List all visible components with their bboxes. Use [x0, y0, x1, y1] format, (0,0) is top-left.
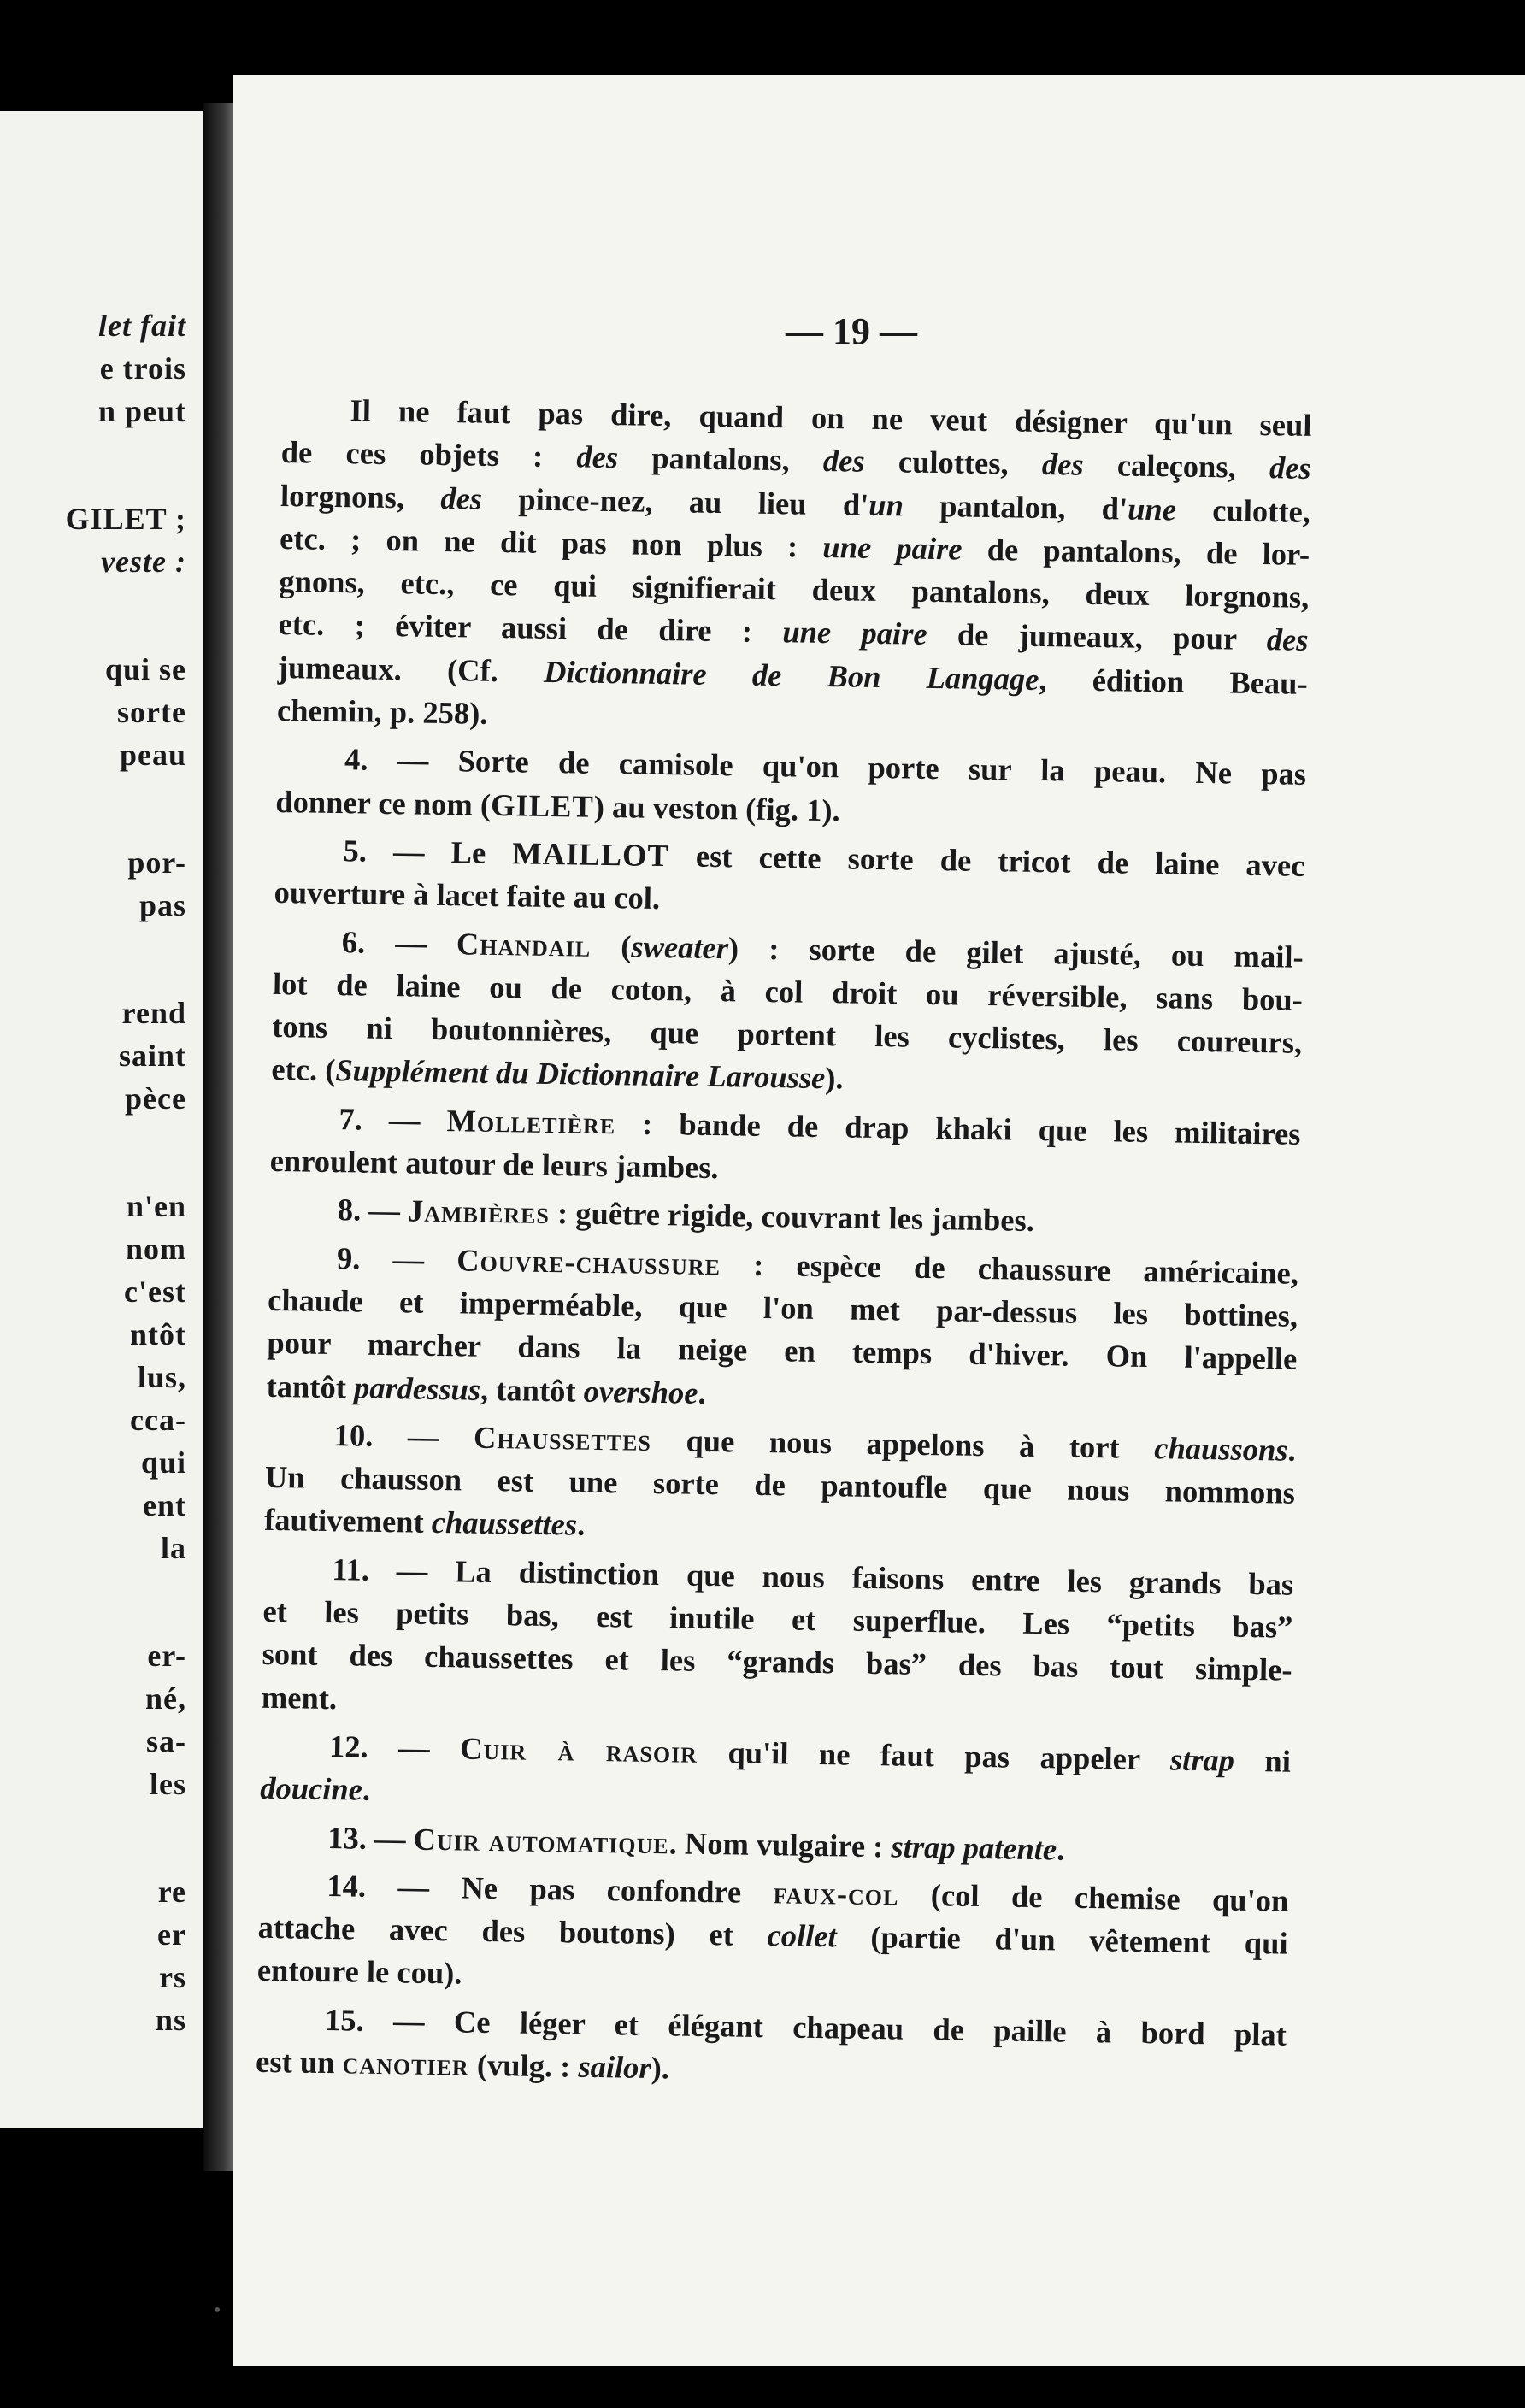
- text-run: enroulent autour de leurs jambes.: [269, 1142, 719, 1186]
- text-run: 14. — Ne pas confondre: [327, 1867, 774, 1911]
- italic-text: pardessus: [353, 1369, 481, 1407]
- left-page-line: peau: [119, 738, 186, 772]
- small-caps-term: Chaussettes: [473, 1419, 652, 1457]
- text-run: pantalons,: [617, 439, 824, 479]
- text-run: fautivement: [263, 1502, 433, 1540]
- small-caps-term: Jambières: [407, 1192, 551, 1231]
- italic-text: des: [1041, 446, 1084, 483]
- text-run: (vulg. :: [468, 2046, 579, 2084]
- text-run: culottes,: [864, 444, 1043, 482]
- italic-text: des: [1266, 621, 1309, 658]
- small-caps-term: Couvre-chaussure: [456, 1241, 721, 1281]
- left-page-line: ntôt: [130, 1317, 186, 1351]
- left-page-line: qui se: [104, 652, 186, 686]
- small-caps-term: canotier: [342, 2045, 470, 2082]
- text-run: 4. — Sorte de camisole qu'on porte sur la peau. Ne pas: [344, 741, 1307, 792]
- small-caps-term: Molletière: [446, 1102, 616, 1140]
- italic-text: doucine: [259, 1770, 363, 1807]
- text-run: 8. —: [337, 1192, 409, 1228]
- text-run: jumeaux. (Cf.: [277, 649, 545, 689]
- text-run: . Nom vulgaire :: [668, 1824, 892, 1863]
- small-caps-term: Cuir à rasoir: [459, 1730, 698, 1769]
- text-run: .: [698, 1375, 706, 1410]
- text-run: chemin, p. 258).: [276, 692, 488, 731]
- text-run: .: [1287, 1432, 1296, 1468]
- text-run: ment.: [261, 1679, 338, 1716]
- italic-text: sailor: [578, 2048, 652, 2086]
- text-run: et les petits bas, est inutile et superflue. Les “petits bas”: [262, 1593, 1293, 1645]
- text-run: tantôt: [266, 1368, 355, 1404]
- left-page-line: por-: [127, 845, 186, 880]
- italic-text: une paire: [782, 614, 927, 652]
- left-page-line: la: [160, 1531, 186, 1565]
- left-page-line: n peut: [97, 394, 186, 428]
- left-page-line: c'est: [124, 1275, 186, 1309]
- text-run: gnons, etc., ce qui signifierait deux pantalons, deux lorgnons,: [279, 563, 1310, 615]
- small-caps-term: GILET: [490, 786, 595, 824]
- italic-text: collet: [767, 1917, 838, 1954]
- text-run: 7. —: [339, 1100, 447, 1138]
- left-page-line: veste :: [101, 545, 186, 579]
- small-caps-term: faux-col: [773, 1875, 899, 1912]
- text-run: Il ne faut pas dire, quand on ne veut désigner qu'un seul: [350, 392, 1312, 443]
- text-run: 6. —: [341, 923, 457, 961]
- text-run: caleçons,: [1083, 447, 1270, 486]
- left-page-line: les: [150, 1767, 186, 1801]
- text-run: .: [362, 1771, 371, 1808]
- text-run: Un chausson est une sorte de pantoufle que nous nommons: [264, 1458, 1296, 1510]
- text-run: qu'il ne faut pas appeler: [697, 1734, 1171, 1777]
- text-run: 12. —: [328, 1728, 461, 1766]
- small-caps-term: MAILLOT: [512, 835, 670, 874]
- text-run: .: [576, 1507, 586, 1543]
- left-page-line: nom: [125, 1232, 186, 1266]
- text-run: de pantalons, de lor-: [962, 531, 1310, 572]
- text-run: donner ce nom (: [275, 783, 492, 822]
- text-run: ).: [824, 1060, 844, 1096]
- page-number: — 19 —: [786, 310, 917, 352]
- text-run: ouverture à lacet faite au col.: [274, 874, 661, 916]
- left-page-line: saint: [118, 1039, 186, 1073]
- left-page-line: cca-: [130, 1403, 186, 1437]
- text-run: lorgnons,: [280, 477, 441, 515]
- text-run: etc. ; on ne dit pas non plus :: [279, 520, 823, 564]
- left-page-line: sa-: [146, 1724, 186, 1758]
- page-speck: •: [214, 2299, 221, 2322]
- text-run: : espèce de chaussure américaine,: [720, 1245, 1299, 1291]
- text-run: entoure le cou).: [256, 1952, 462, 1991]
- left-page-line: ent: [143, 1488, 186, 1522]
- text-run: que nous appelons à tort: [651, 1422, 1155, 1466]
- previous-page-fragment: [0, 111, 203, 2128]
- text-run: de ces objets :: [280, 434, 577, 474]
- italic-text: sweater: [631, 928, 729, 965]
- text-run: (: [590, 927, 632, 964]
- small-caps-term: Cuir automatique: [413, 1821, 670, 1860]
- text-run: chaude et imperméable, que l'on met par-dessus les bottines,: [267, 1281, 1298, 1334]
- text-run: : bande de drap khaki que les militaires: [615, 1104, 1301, 1151]
- left-page-line: pèce: [125, 1081, 186, 1116]
- text-run: 9. —: [336, 1239, 457, 1277]
- text-run: ) au veston (fig. 1).: [593, 788, 840, 827]
- italic-text: une: [1127, 491, 1177, 527]
- text-run: de jumeaux, pour: [927, 616, 1268, 657]
- left-page-line: sorte: [117, 695, 186, 729]
- text-run: ) : sorte de gilet ajusté, ou mail-: [727, 929, 1304, 974]
- text-run: ni: [1234, 1742, 1292, 1779]
- text-run: tons ni boutonnières, que portent les cyclistes, les coureurs,: [271, 1009, 1303, 1060]
- text-run: lot de laine ou de coton, à col droit ou réversible, sans bou-: [272, 965, 1304, 1017]
- left-page-line: né,: [145, 1681, 186, 1716]
- left-page-line: lus,: [137, 1360, 186, 1394]
- left-page-line: er-: [147, 1639, 186, 1673]
- text-run: (partie d'un vêtement qui: [836, 1918, 1288, 1961]
- left-page-line: re: [157, 1875, 186, 1909]
- left-page-line: rend: [121, 996, 186, 1030]
- text-run: (col de chemise qu'on: [898, 1876, 1289, 1918]
- text-run: 15. — Ce léger et élégant chapeau de paille à bord plat: [324, 2001, 1287, 2052]
- page-body-text: [256, 388, 1312, 2099]
- italic-text: une paire: [822, 528, 963, 567]
- text-run: etc. (: [271, 1051, 336, 1088]
- left-page-line: rs: [159, 1960, 186, 1994]
- left-page-line: er: [157, 1917, 186, 1952]
- left-page-line: qui: [140, 1445, 186, 1480]
- text-run: .: [1056, 1830, 1065, 1867]
- italic-text: Supplément du Dictionnaire Larousse: [335, 1052, 826, 1096]
- text-run: pince-nez, au lieu d': [481, 480, 869, 522]
- text-run: : guêtre rigide, couvrant les jambes.: [549, 1195, 1035, 1239]
- italic-text: des: [576, 439, 619, 475]
- scan-border: [0, 2368, 1525, 2408]
- text-run: etc. ; éviter aussi de dire :: [278, 606, 783, 650]
- left-page-line: n'en: [126, 1189, 186, 1223]
- text-run: 13. —: [327, 1819, 415, 1857]
- italic-text: chaussettes: [431, 1504, 578, 1543]
- text-run: pour marcher dans la neige en temps d'hiver. On l'appelle: [267, 1325, 1298, 1377]
- text-run: 5. — Le: [343, 833, 513, 871]
- italic-text: des: [440, 480, 483, 516]
- left-page-line: GILET ;: [65, 502, 186, 536]
- left-page-line: e trois: [99, 351, 186, 386]
- left-page-line: pas: [138, 888, 186, 922]
- italic-text: des: [822, 443, 865, 480]
- text-run: ).: [651, 2050, 670, 2086]
- italic-text: chaussons: [1154, 1430, 1288, 1468]
- text-run: , édition Beau-: [1039, 661, 1309, 701]
- text-run: , tantôt: [480, 1371, 585, 1409]
- text-run: est un: [255, 2043, 343, 2081]
- small-caps-term: Chandail: [456, 925, 592, 963]
- text-run: 10. —: [333, 1416, 474, 1455]
- text-run: culotte,: [1175, 492, 1311, 529]
- text-run: pantalon, d': [903, 487, 1128, 527]
- text-run: sont des chaussettes et les “grands bas” des bas tout simple-: [262, 1636, 1292, 1688]
- italic-text: des: [1269, 450, 1312, 486]
- left-page-line: let fait: [98, 309, 186, 343]
- italic-text: strap: [1169, 1741, 1235, 1778]
- italic-text: overshoe: [583, 1373, 698, 1410]
- left-page-line: ns: [155, 2003, 186, 2037]
- italic-text: un: [868, 486, 904, 523]
- text-run: attache avec des boutons) et: [257, 1909, 768, 1953]
- text-run: est cette sorte de tricot de laine avec: [668, 838, 1305, 883]
- italic-text: strap patente: [891, 1828, 1057, 1866]
- italic-text: Dictionnaire de Bon Langage: [543, 653, 1039, 697]
- text-run: 11. — La distinction que nous faisons entre les grands bas: [331, 1551, 1294, 1602]
